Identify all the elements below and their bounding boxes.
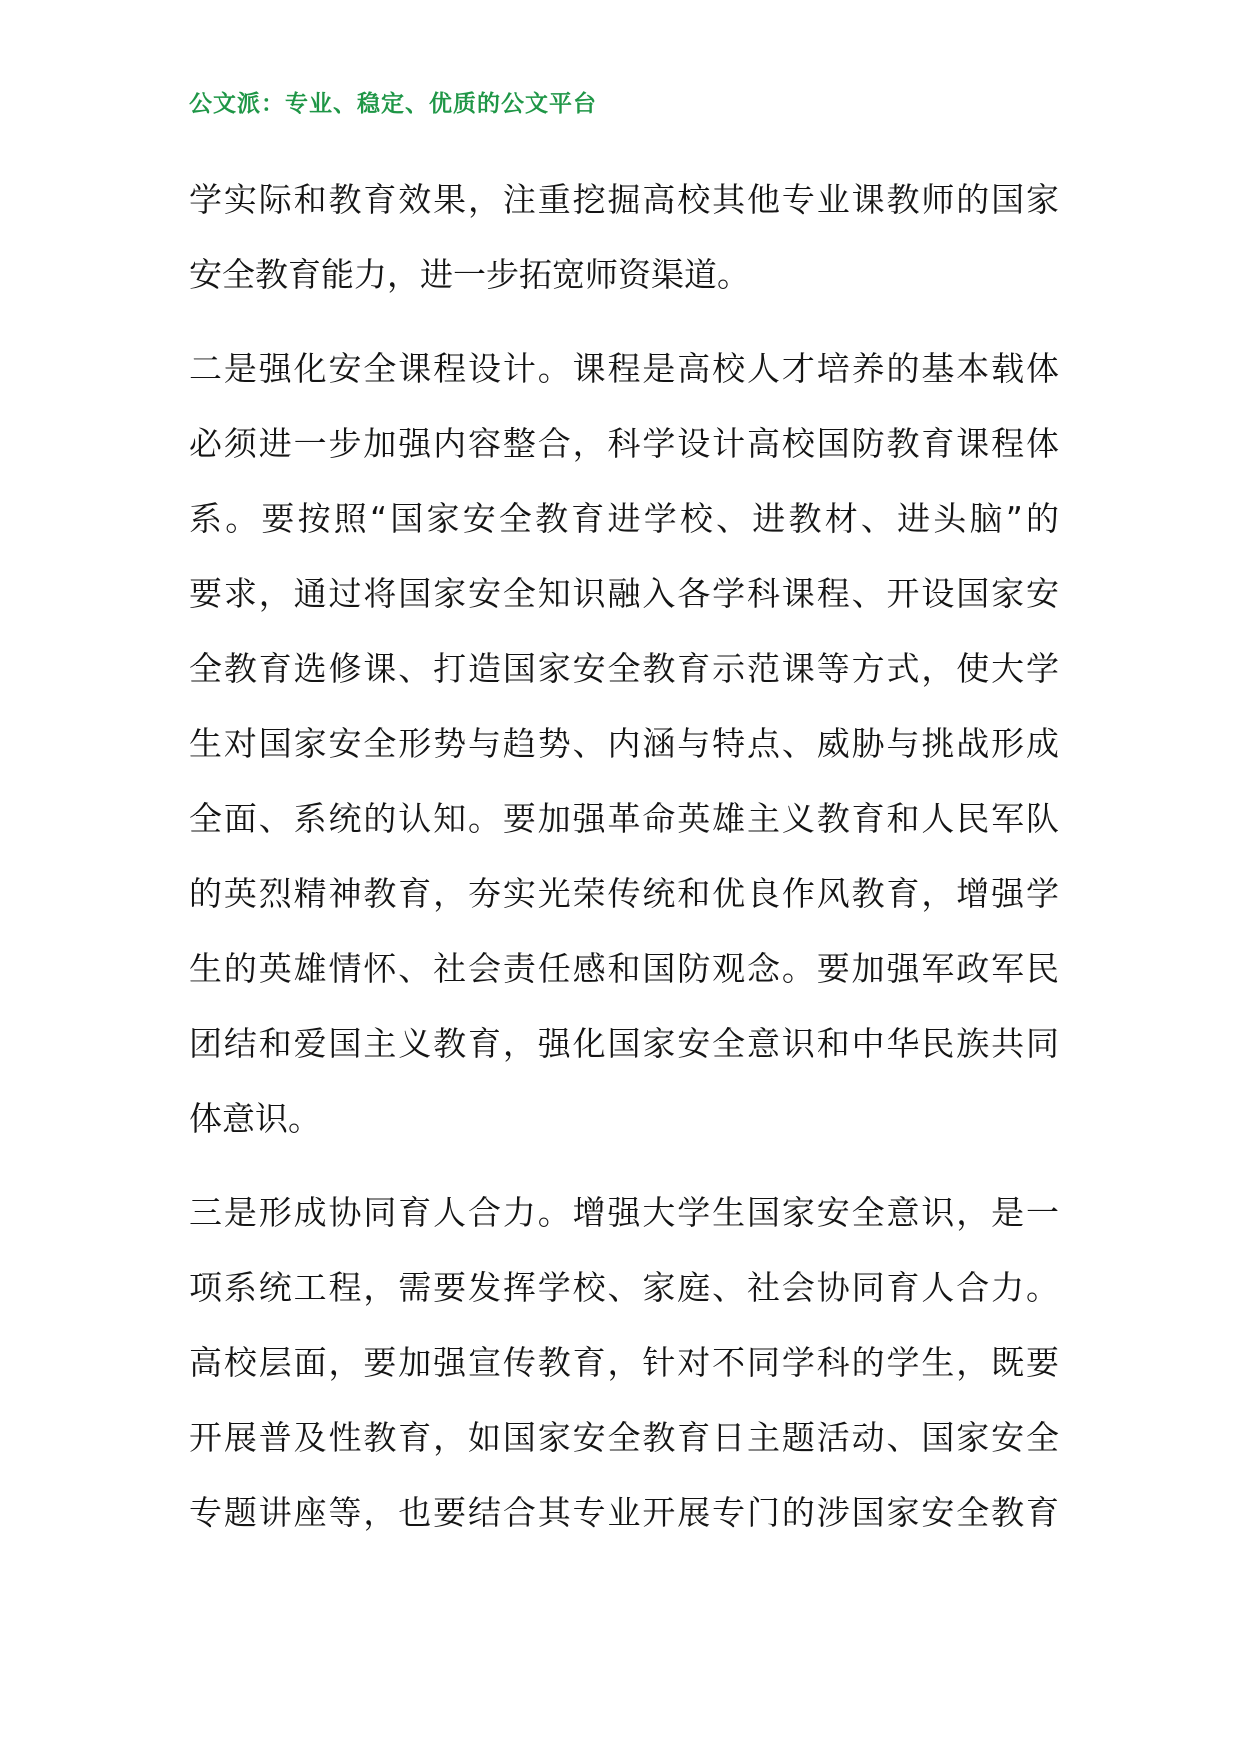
text-line: 高校层面，要加强宣传教育，针对不同学科的学生，既要 <box>189 1343 1059 1382</box>
paragraph <box>189 162 1059 312</box>
page-header: 公文派：专业、稳定、优质的公文平台 <box>189 91 597 117</box>
body-text <box>189 162 1059 1550</box>
text-line: 系。要按照“国家安全教育进学校、进教材、进头脑”的 <box>189 499 1059 538</box>
text-line: 的英烈精神教育，夯实光荣传统和优良作风教育，增强学 <box>189 874 1059 913</box>
text-line: 开展普及性教育，如国家安全教育日主题活动、国家安全 <box>189 1418 1059 1457</box>
text-line: 专题讲座等，也要结合其专业开展专门的涉国家安全教育 <box>189 1493 1059 1532</box>
text-line: 体意识。 <box>189 1099 321 1138</box>
text-line: 三是形成协同育人合力。增强大学生国家安全意识，是一 <box>189 1193 1059 1232</box>
text-line: 项系统工程，需要发挥学校、家庭、社会协同育人合力。 <box>189 1268 1059 1307</box>
text-line: 全面、系统的认知。要加强革命英雄主义教育和人民军队 <box>189 799 1059 838</box>
text-line: 生的英雄情怀、社会责任感和国防观念。要加强军政军民 <box>189 949 1059 988</box>
text-line: 生对国家安全形势与趋势、内涵与特点、威胁与挑战形成 <box>189 724 1059 763</box>
paragraph <box>189 331 1059 1156</box>
paragraph <box>189 1175 1059 1550</box>
text-line: 团结和爱国主义教育，强化国家安全意识和中华民族共同 <box>189 1024 1059 1063</box>
text-line: 学实际和教育效果，注重挖掘高校其他专业课教师的国家 <box>189 180 1059 219</box>
text-line: 必须进一步加强内容整合，科学设计高校国防教育课程体 <box>189 424 1059 463</box>
text-line: 要求，通过将国家安全知识融入各学科课程、开设国家安 <box>189 574 1059 613</box>
text-line: 全教育选修课、打造国家安全教育示范课等方式，使大学 <box>189 649 1059 688</box>
text-line: 安全教育能力，进一步拓宽师资渠道。 <box>189 255 750 294</box>
text-line: 二是强化安全课程设计。课程是高校人才培养的基本载体 <box>189 349 1059 388</box>
